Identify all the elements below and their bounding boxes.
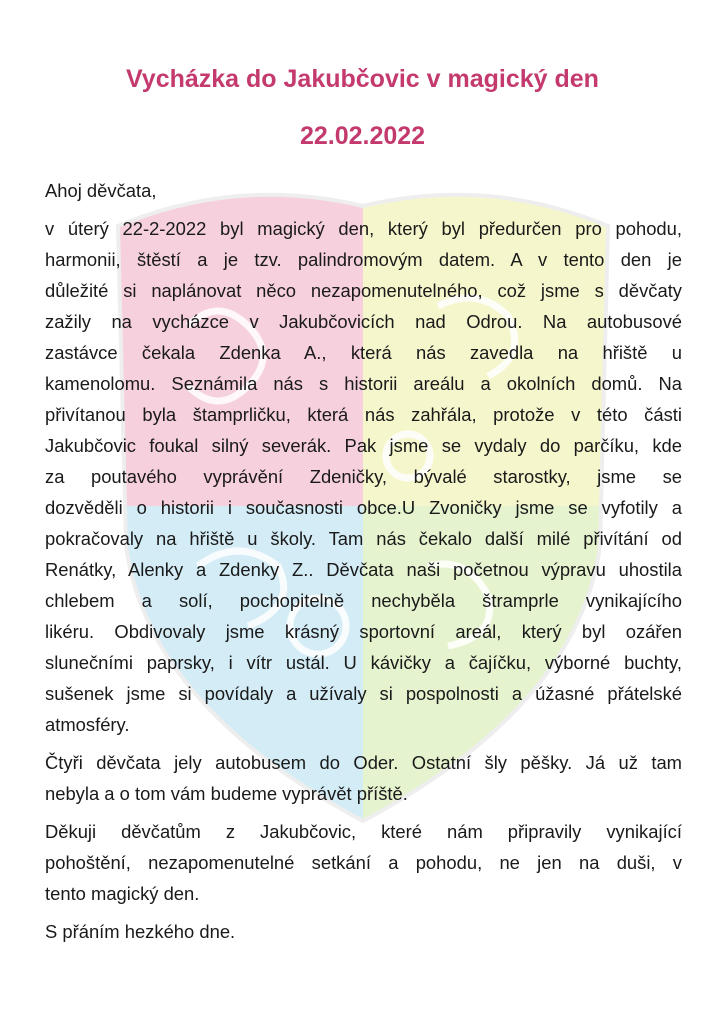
paragraph-line: za poutavého vyprávění Zdeničky, bývalé starostky, jsme se — [45, 466, 682, 487]
paragraph-line: kamenolomu. Seznámila nás s historii areálu a okolních domů. Na — [45, 373, 682, 394]
paragraph-line: přivítanou byla štamprličku, která nás zahřála, protože v této části — [45, 404, 682, 425]
paragraph-line: nebyla a o tom vám budeme vyprávět příště. — [45, 783, 408, 804]
paragraph-line: chlebem a solí, pochopitelně nechyběla štramprle vynikajícího — [45, 590, 682, 611]
paragraph-line: harmonii, štěstí a je tzv. palindromovým datem. A v tento den je — [45, 249, 682, 270]
paragraph-line: Jakubčovic foukal silný severák. Pak jsme se vydaly do parčíku, kde — [45, 435, 682, 456]
document-date: 22.02.2022 — [299, 122, 426, 150]
paragraph-line: Děkuji děvčatům z Jakubčovic, které nám připravily vynikající — [45, 821, 682, 842]
paragraph-line: slunečními paprsky, i vítr ustál. U kávičky a čajíčku, výborné buchty, — [45, 652, 682, 673]
paragraph-line: Renátky, Alenky a Zdenky Z.. Děvčata naši početnou výpravu uhostila — [45, 559, 682, 580]
greeting: Ahoj děvčata, — [45, 180, 157, 201]
document-title: Vycházka do Jakubčovic v magický den — [126, 65, 599, 93]
closing: S přáním hezkého dne. — [45, 921, 236, 942]
paragraph-line: pohoštění, nezapomenutelné setkání a pohodu, ne jen na duši, v — [45, 852, 682, 873]
paragraph-line: zastávce čekala Zdenka A., která nás zavedla na hřiště u — [45, 342, 682, 363]
paragraph-line: zažily na vycházce v Jakubčovicích nad Odrou. Na autobusové — [45, 311, 682, 332]
paragraph-line: atmosféry. — [45, 714, 130, 735]
paragraph-line: tento magický den. — [45, 883, 200, 904]
paragraph-line: sušenek jsme si povídaly a užívaly si pospolnosti a úžasné přátelské — [45, 683, 682, 704]
paragraph-line: likéru. Obdivovaly jsme krásný sportovní areál, který byl ozářen — [45, 621, 682, 642]
paragraph-line: Čtyři děvčata jely autobusem do Oder. Ostatní šly pěšky. Já už tam — [45, 752, 682, 773]
paragraph-line: důležité si naplánovat něco nezapomenutelného, což jsme s děvčaty — [45, 280, 682, 301]
paragraph-line: v úterý 22-2-2022 byl magický den, který byl předurčen pro pohodu, — [45, 218, 682, 239]
paragraph-line: dozvěděli o historii i současnosti obce.U Zvoničky jsme se vyfotily a — [45, 497, 682, 518]
paragraph-line: pokračovaly na hřiště u školy. Tam nás čekalo další milé přivítání od — [45, 528, 682, 549]
